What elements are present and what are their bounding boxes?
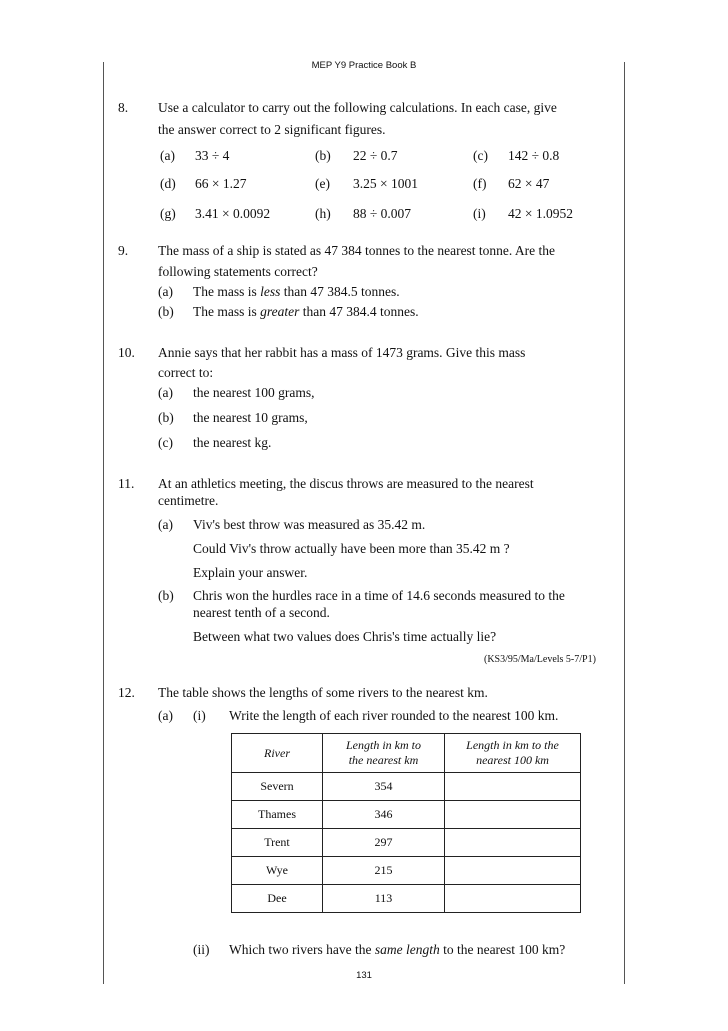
q8-part-label: (d) — [160, 176, 176, 191]
river-name-cell: Thames — [232, 801, 323, 829]
q10-part-label: (b) — [158, 410, 174, 425]
q11-part-a-line2: Could Viv's throw actually have been more than 35.42 m ? — [193, 541, 510, 556]
q8-part-expression: 3.41 × 0.0092 — [195, 206, 271, 221]
rivers-length-table — [231, 733, 581, 913]
q8-part-label: (c) — [473, 148, 488, 163]
question-8-number: 8. — [118, 100, 129, 115]
length-100km-answer-cell — [445, 857, 581, 885]
q8-part-label: (e) — [315, 176, 330, 191]
q10-part-text: the nearest 10 grams, — [193, 410, 308, 425]
question-12-text-line1: The table shows the lengths of some rivers to the nearest km. — [158, 685, 488, 700]
q11-part-b-line3: Between what two values does Chris's time actually lie? — [193, 629, 497, 644]
question-12-number: 12. — [118, 685, 135, 700]
q8-part-label: (f) — [473, 176, 487, 191]
q11-part-a-label: (a) — [158, 517, 173, 532]
river-name-cell: Wye — [232, 857, 323, 885]
q8-part-label: (h) — [315, 206, 331, 221]
length-km-cell: 113 — [323, 885, 445, 913]
right-margin-rule — [624, 62, 625, 984]
q11-part-b-line2: nearest tenth of a second. — [193, 605, 330, 620]
table-header-nearest-100km: Length in km to the nearest 100 km — [445, 734, 581, 773]
q11-part-a-line3: Explain your answer. — [193, 565, 308, 580]
table-row — [232, 829, 581, 857]
q8-part-expression: 42 × 1.0952 — [508, 206, 573, 221]
q9-part-a-text: The mass is less than 47 384.5 tonnes. — [193, 284, 400, 299]
q9-part-b-label: (b) — [158, 304, 174, 319]
page-number: 131 — [356, 970, 372, 981]
table-header-river: River — [232, 734, 323, 773]
length-km-cell: 297 — [323, 829, 445, 857]
q8-part-expression: 62 × 47 — [508, 176, 550, 191]
q8-part-label: (b) — [315, 148, 331, 163]
q8-part-expression: 66 × 1.27 — [195, 176, 247, 191]
river-name-cell: Severn — [232, 773, 323, 801]
question-10-number: 10. — [118, 345, 135, 360]
q10-part-label: (a) — [158, 385, 173, 400]
table-header-nearest-km: Length in km to the nearest km — [323, 734, 445, 773]
question-9-text-line1: The mass of a ship is stated as 47 384 tonnes to the nearest tonne. Are the — [158, 243, 556, 258]
question-8-text-line2: the answer correct to 2 significant figures. — [158, 122, 386, 137]
length-100km-answer-cell — [445, 885, 581, 913]
length-km-cell: 346 — [323, 801, 445, 829]
q10-part-text: the nearest kg. — [193, 435, 272, 450]
question-10-text-line2: correct to: — [158, 365, 214, 380]
question-source-reference: (KS3/95/Ma/Levels 5-7/P1) — [484, 654, 596, 665]
q8-part-expression: 142 ÷ 0.8 — [508, 148, 560, 163]
question-11-text-line1: At an athletics meeting, the discus throws are measured to the nearest — [158, 476, 534, 491]
table-row — [232, 801, 581, 829]
question-11-text-line2: centimetre. — [158, 493, 219, 508]
river-name-cell: Dee — [232, 885, 323, 913]
q9-part-b-text: The mass is greater than 47 384.4 tonnes. — [193, 304, 419, 319]
q10-part-text: the nearest 100 grams, — [193, 385, 315, 400]
page-header: MEP Y9 Practice Book B — [311, 60, 417, 71]
q11-part-a-line1: Viv's best throw was measured as 35.42 m. — [193, 517, 426, 532]
q12-subpart-i-label: (i) — [193, 708, 206, 723]
length-100km-answer-cell — [445, 773, 581, 801]
length-km-cell: 215 — [323, 857, 445, 885]
length-km-cell: 354 — [323, 773, 445, 801]
table-row — [232, 857, 581, 885]
length-100km-answer-cell — [445, 829, 581, 857]
q10-part-label: (c) — [158, 435, 173, 450]
question-9-text-line2: following statements correct? — [158, 264, 318, 279]
q8-part-label: (g) — [160, 206, 176, 221]
q8-part-expression: 3.25 × 1001 — [353, 176, 418, 191]
q12-subpart-ii-text: Which two rivers have the same length to the nearest 100 km? — [229, 942, 566, 957]
q11-part-b-line1: Chris won the hurdles race in a time of 14.6 seconds measured to the — [193, 588, 565, 603]
question-9-number: 9. — [118, 243, 129, 258]
q9-part-a-label: (a) — [158, 284, 173, 299]
left-margin-rule — [103, 62, 104, 984]
q12-part-a-label: (a) — [158, 708, 173, 723]
q11-part-b-label: (b) — [158, 588, 174, 603]
q8-part-expression: 22 ÷ 0.7 — [353, 148, 398, 163]
question-10-text-line1: Annie says that her rabbit has a mass of 1473 grams. Give this mass — [158, 345, 526, 360]
question-8-text-line1: Use a calculator to carry out the following calculations. In each case, give — [158, 100, 557, 115]
table-row — [232, 773, 581, 801]
q12-subpart-i-text: Write the length of each river rounded to the nearest 100 km. — [229, 708, 559, 723]
table-header-row — [232, 734, 581, 773]
table-row — [232, 885, 581, 913]
q8-part-expression: 88 ÷ 0.007 — [353, 206, 412, 221]
river-name-cell: Trent — [232, 829, 323, 857]
q8-part-expression: 33 ÷ 4 — [195, 148, 230, 163]
question-11-number: 11. — [118, 476, 135, 491]
length-100km-answer-cell — [445, 801, 581, 829]
q8-part-label: (a) — [160, 148, 175, 163]
q8-part-label: (i) — [473, 206, 486, 221]
q12-subpart-ii-label: (ii) — [193, 942, 210, 957]
